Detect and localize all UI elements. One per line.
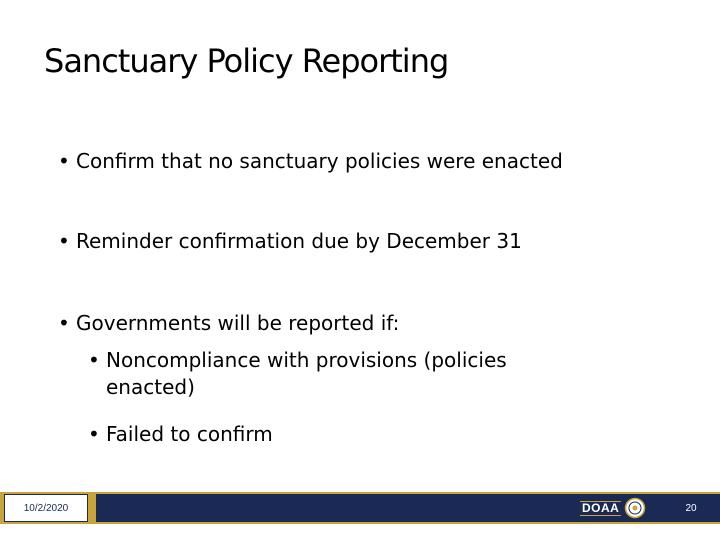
seal-icon	[624, 497, 646, 519]
doaa-logo	[580, 497, 660, 519]
bullet-item: • Confirm that no sanctuary policies were enacted	[58, 146, 563, 176]
sub-bullet-item	[88, 346, 507, 374]
sub-bullet-list	[88, 346, 507, 400]
sub-bullet-item: • Failed to confirm	[88, 420, 273, 448]
footer-date: 10/2/2020	[4, 494, 88, 522]
sub-bullet-list	[88, 420, 273, 448]
slide-title: Sanctuary Policy Reporting	[44, 42, 449, 80]
sub-bullet-line: Noncompliance with provisions (policies	[106, 348, 507, 372]
logo-text: DOAA	[582, 500, 620, 515]
page-number: 20	[685, 502, 697, 514]
bullet-item: • Governments will be reported if:	[58, 308, 399, 338]
sub-bullet-continuation: enacted)	[106, 375, 195, 399]
bullet-item: • Reminder confirmation due by December 31	[58, 226, 522, 256]
